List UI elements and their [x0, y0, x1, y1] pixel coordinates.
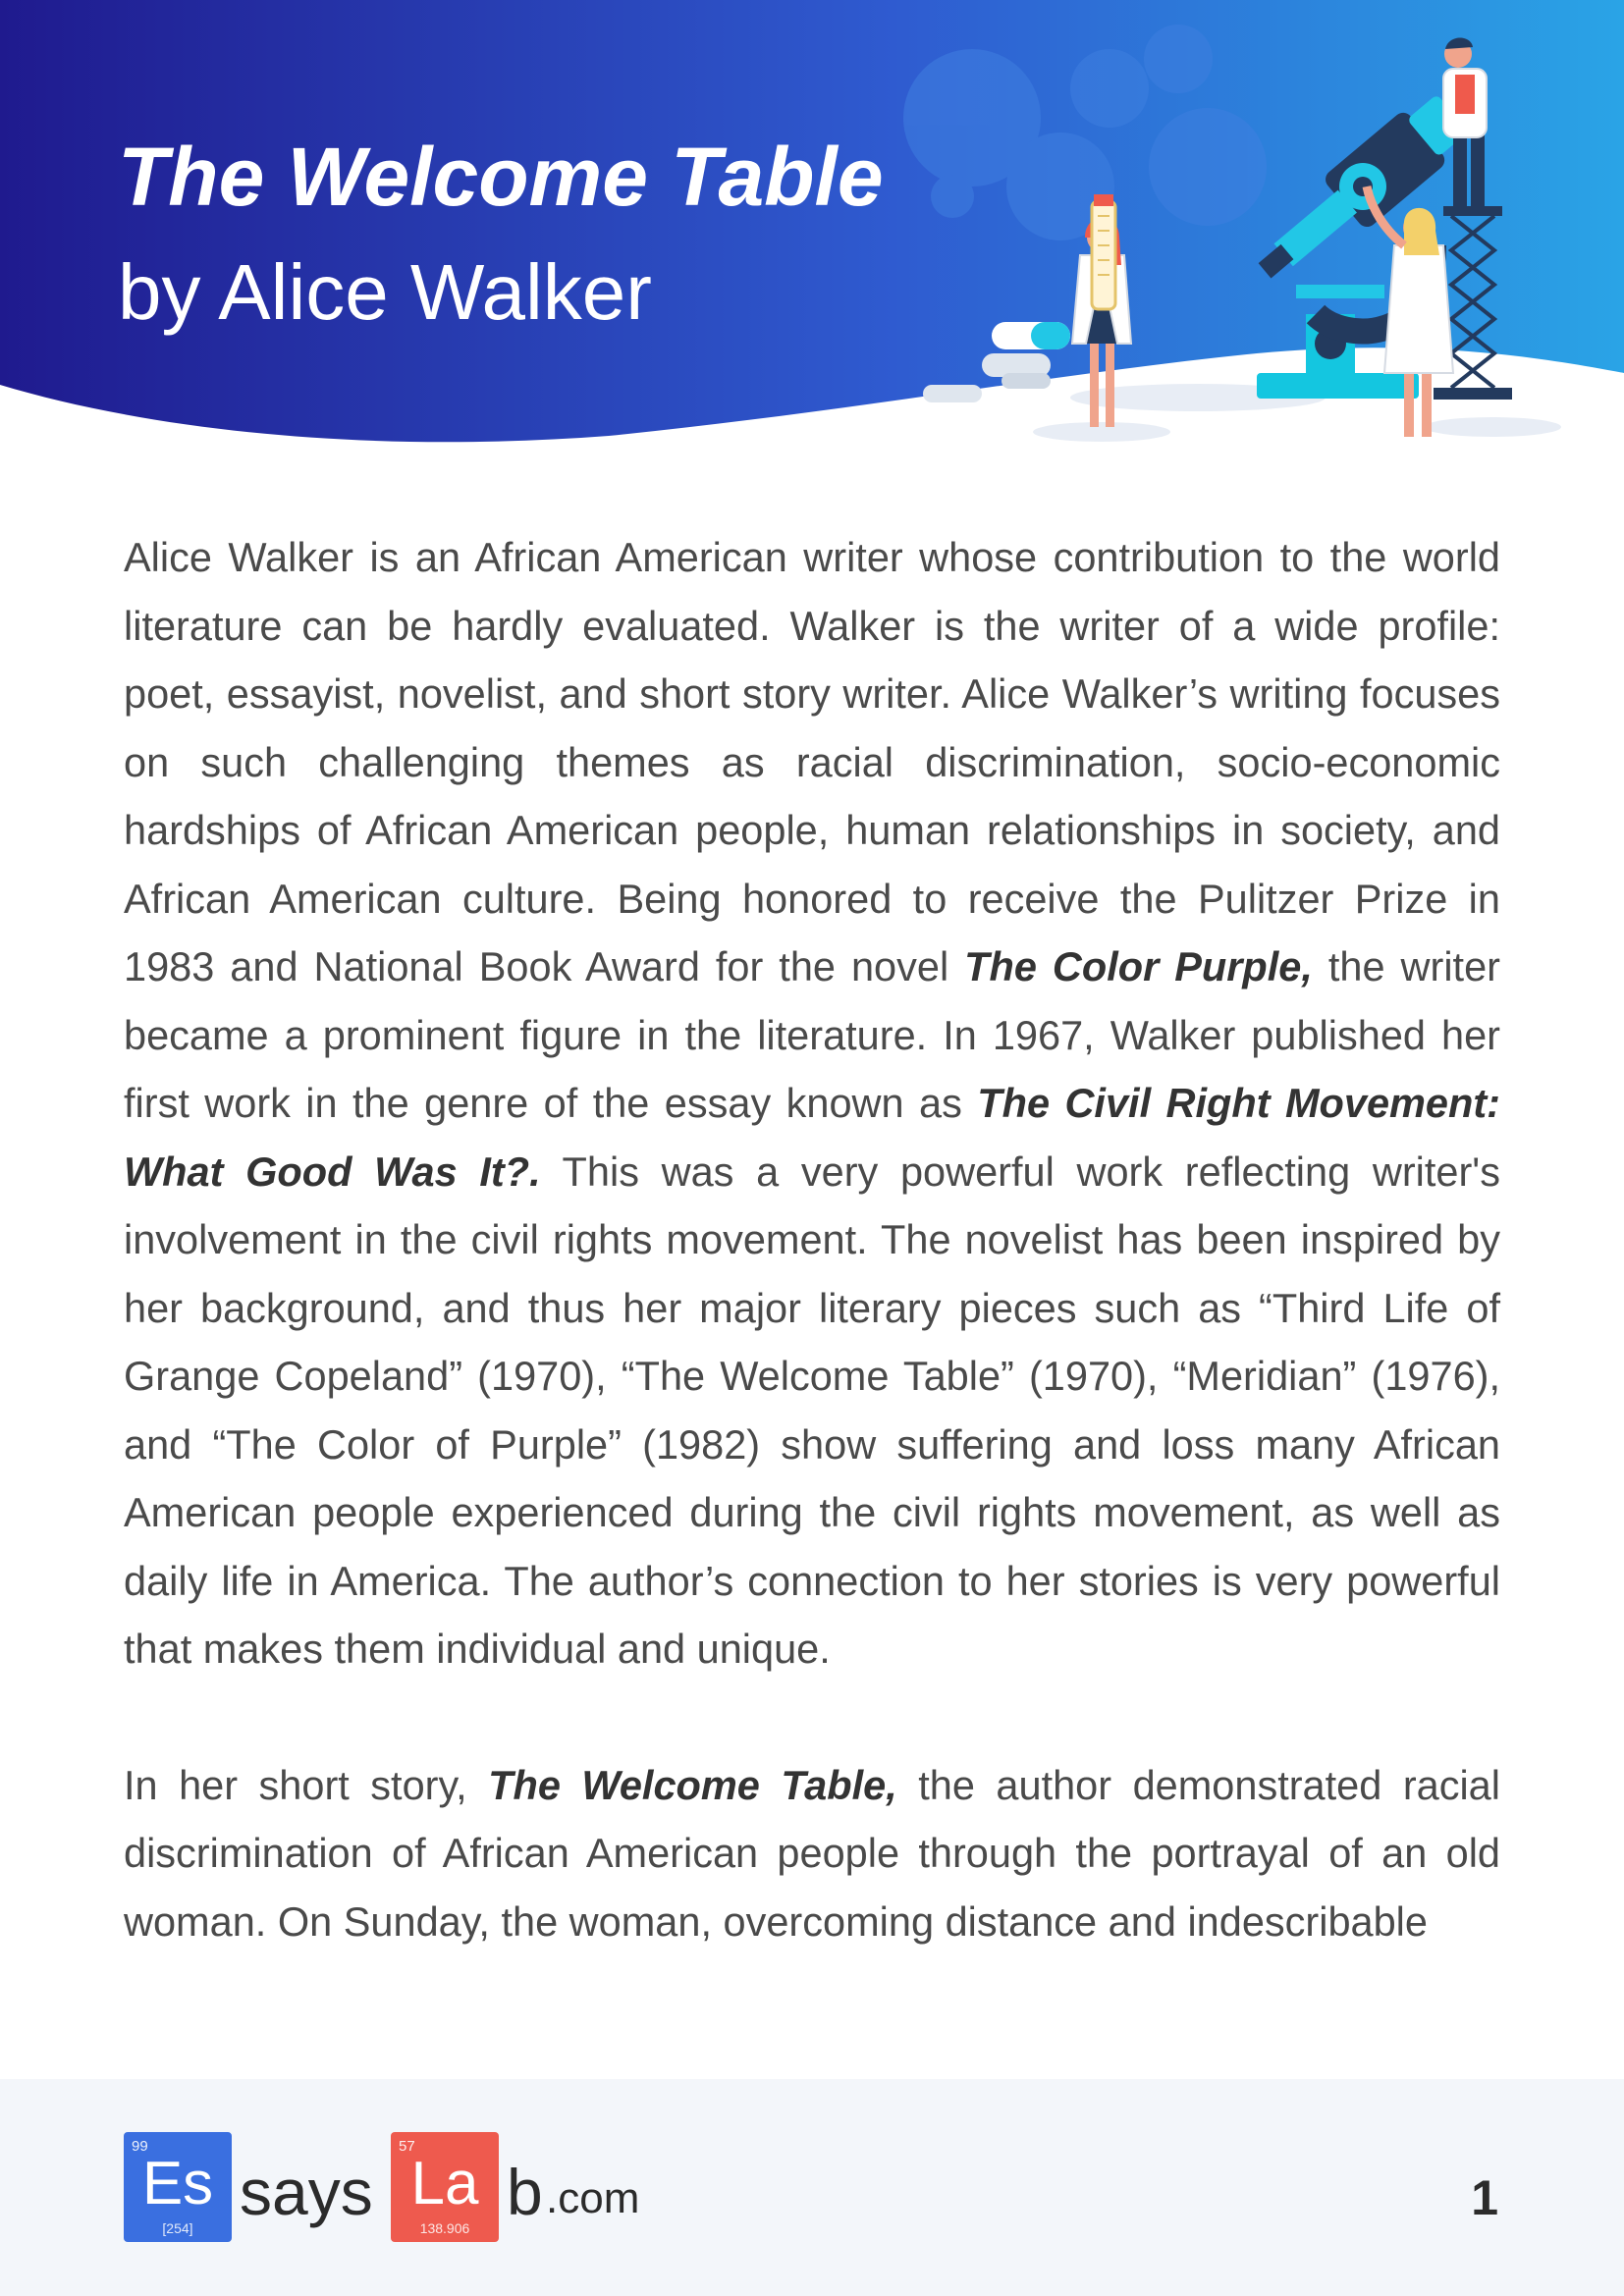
- work-title-emphasis: The Welcome Table,: [488, 1761, 897, 1808]
- work-title-emphasis: The Color Purple,: [964, 943, 1313, 989]
- page-title: The Welcome Table: [118, 131, 884, 223]
- page-number: 1: [1471, 2170, 1498, 2225]
- paragraph-text: This was a very powerful work reflecting writer's involvement in the civil rights movement. The novelist has been inspired by her background, and thus her major literary pieces such as “Third Life of Grange Copeland” (1970), “The Welcome Table” (1970), “Meridian” (1976), and “The Color of Purple” (1982) show suffering and loss many African American people experienced during the civil rights movement, as well as daily life in America. The author’s connection to her stories is very powerful that makes them individual and unique.: [124, 1148, 1500, 1672]
- essay-body: [124, 523, 1500, 2023]
- work-title-emphasis: The Civil Right Movement: What Good Was It?.: [124, 1080, 1500, 1195]
- element-tile-la: [391, 2132, 499, 2242]
- paragraph-text: the writer became a prominent figure in the literature. In 1967, Walker published her first work in the genre of the essay known as: [124, 943, 1500, 1126]
- logo-word-com: .com: [546, 2174, 640, 2222]
- tile-atomic-number: 99: [132, 2138, 148, 2155]
- page-subtitle: by Alice Walker: [118, 248, 652, 336]
- paragraph-text: the author demonstrated racial discrimination of African American people through the portrayal of an old woman. On Sunday, the woman, overcoming distance and indescribable: [124, 1761, 1500, 1945]
- page-footer: [0, 2079, 1624, 2296]
- tile-symbol: Es: [141, 2150, 214, 2217]
- paragraph-text: In her short story,: [124, 1761, 489, 1808]
- tile-mass: [254]: [162, 2220, 193, 2236]
- paragraph-intro: [124, 523, 1500, 1683]
- tile-atomic-number: 57: [399, 2138, 415, 2155]
- tile-mass: 138.906: [419, 2220, 470, 2236]
- paragraph-story: [124, 1751, 1500, 1956]
- scientists-microscope-illustration: [884, 20, 1591, 452]
- header-banner: [0, 0, 1624, 461]
- paragraph-text: Alice Walker is an African American writer whose contribution to the world literature can be hardly evaluated. Walker is the writer of a wide profile: poet, essayist, novelist, and short story writer. Alice Walker’s writing focuses on such challenging themes as racial discrimination, socio-economic hardships of African American people, human relationships in society, and African American culture. Being honored to receive the Pulitzer Prize in 1983 and National Book Award for the novel: [124, 534, 1500, 989]
- element-tile-es: [124, 2132, 232, 2242]
- tile-symbol: La: [410, 2150, 479, 2217]
- logo-word-says: says: [240, 2156, 373, 2228]
- logo-word-b: b: [507, 2156, 543, 2228]
- essayslab-logo[interactable]: [124, 2132, 713, 2242]
